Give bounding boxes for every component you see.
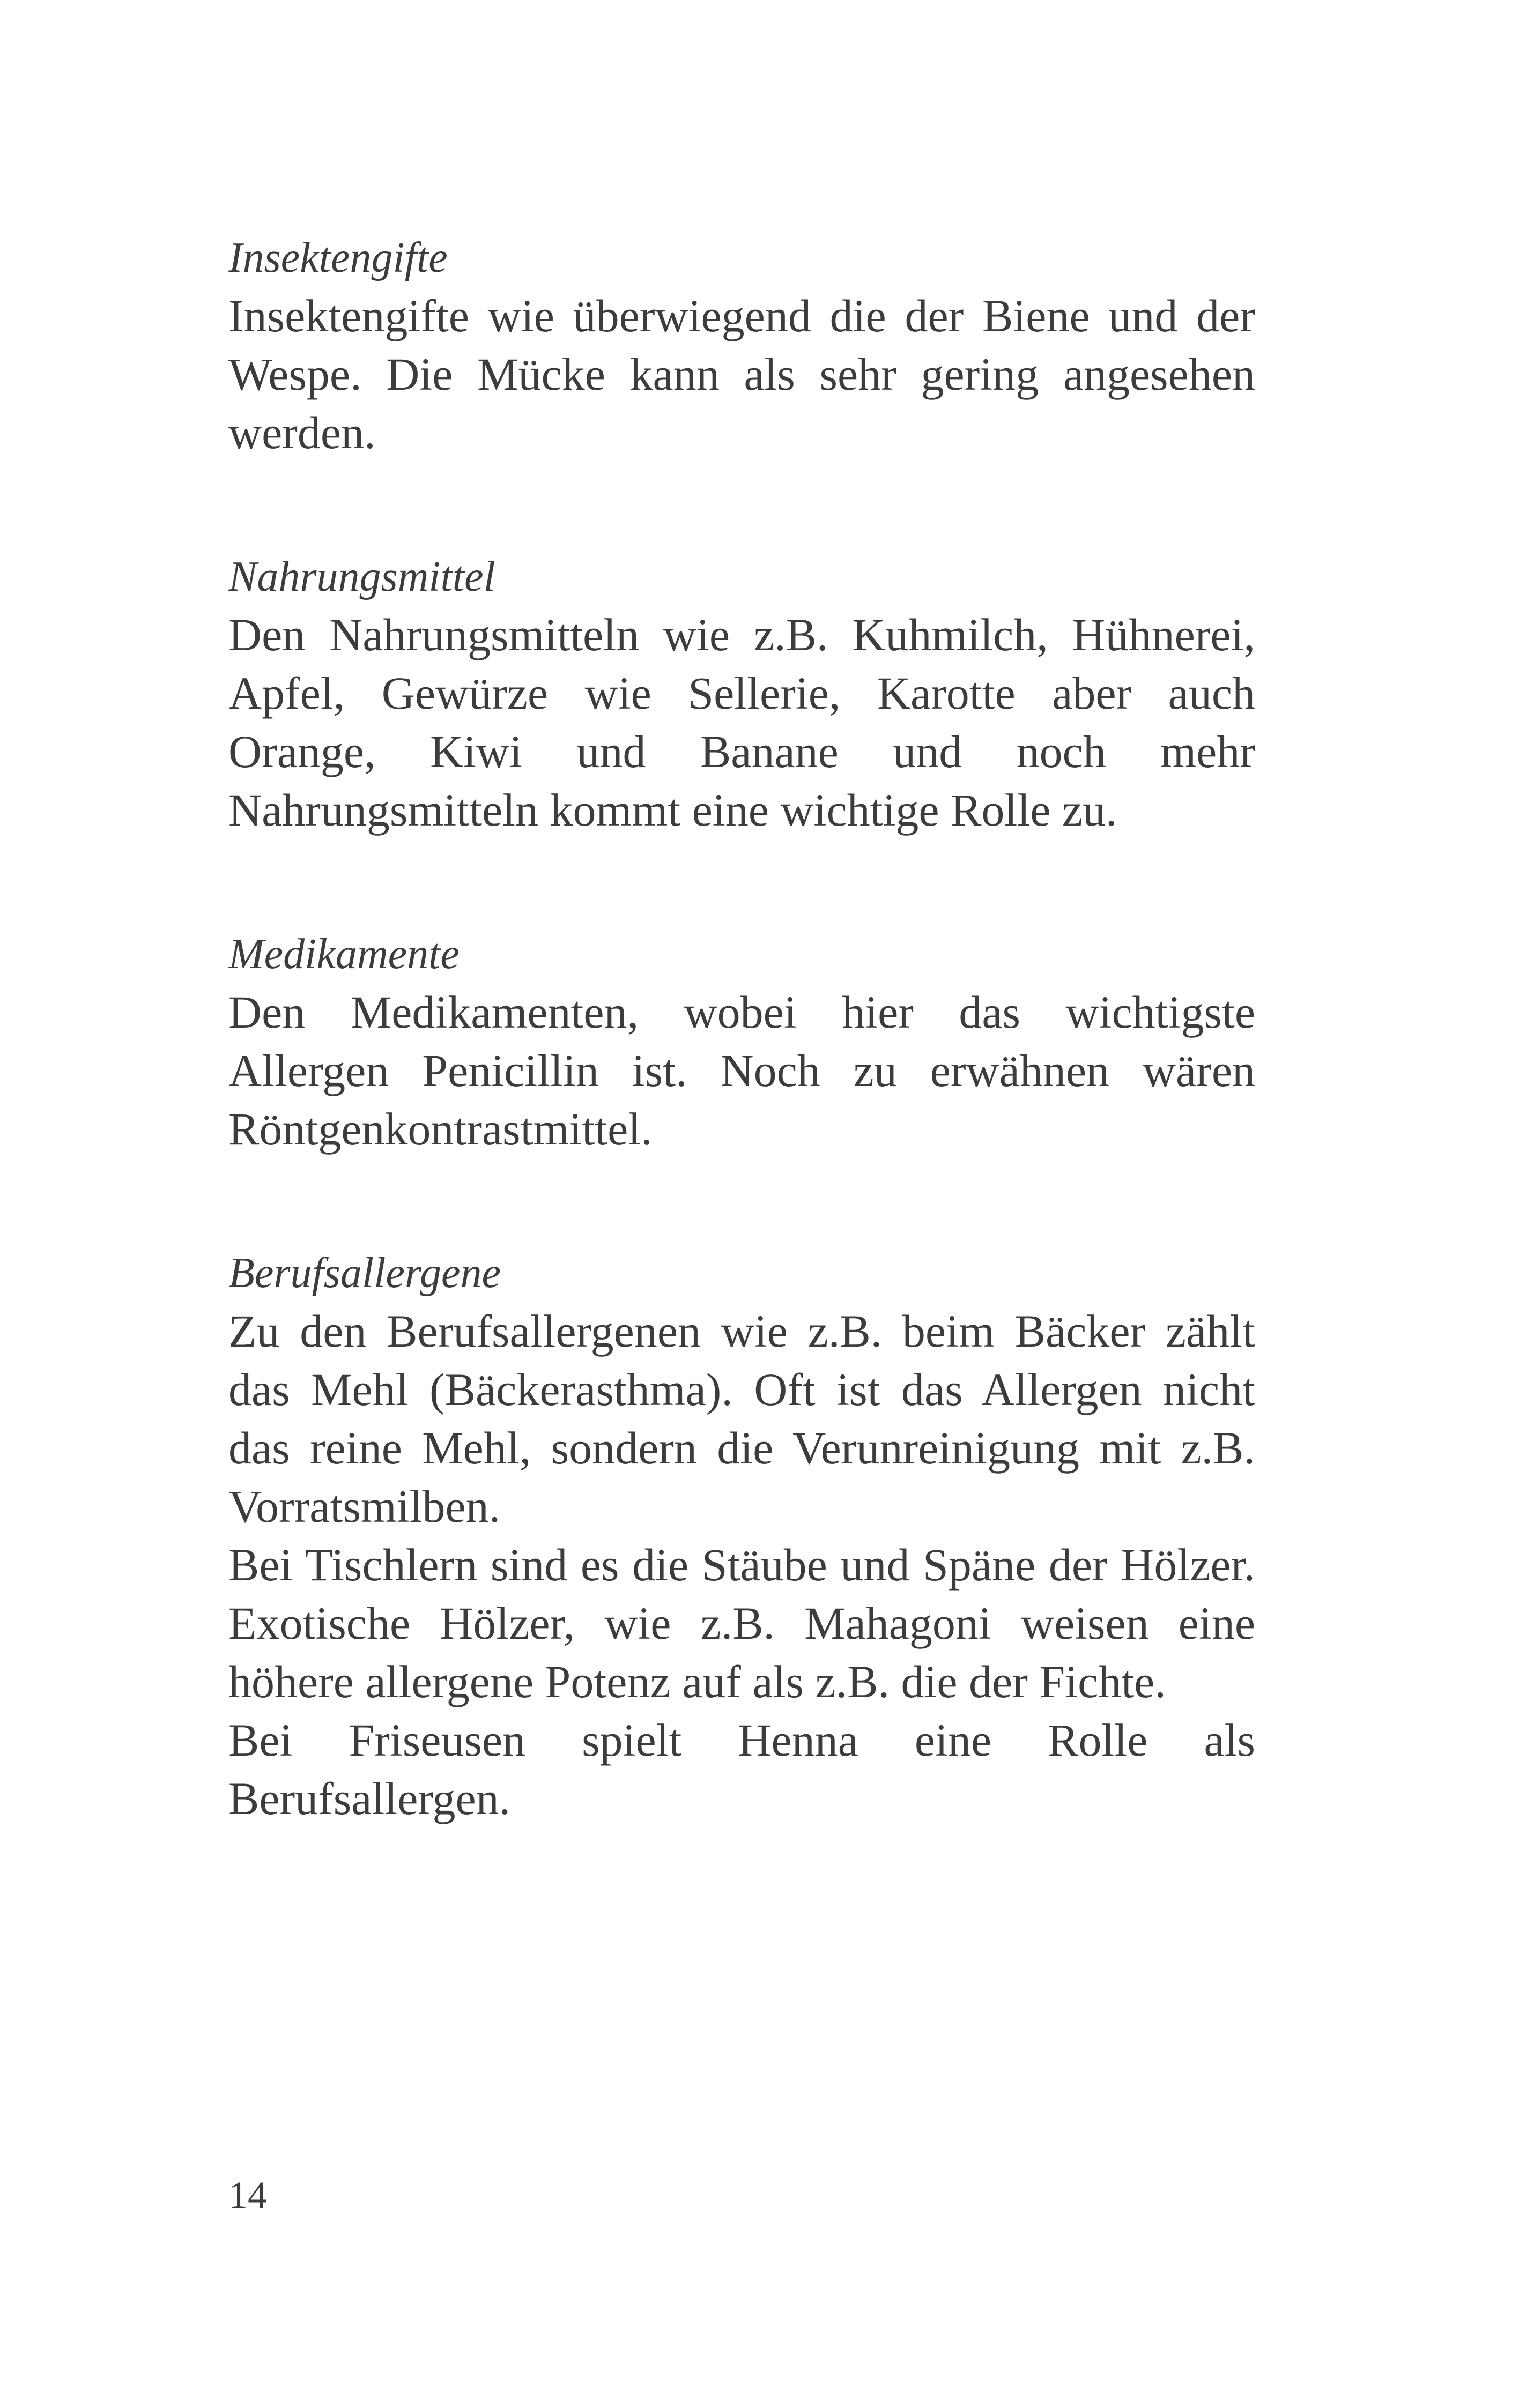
paragraph: Den Medikamenten, wobei hier das wichtigste Allergen Penicillin ist. Noch zu erwähnen wären Röntgenkontrastmittel. — [228, 986, 1255, 1155]
section-heading: Insektengifte — [228, 234, 448, 281]
paragraph: Zu den Berufsallergenen wie z.B. beim Bäcker zählt das Mehl (Bäckerasthma). Oft ist das Allergen nicht das reine Mehl, sondern die Verunreinigung mit z.B. Vorratsmilben. — [228, 1305, 1255, 1532]
paragraph: Bei Friseusen spielt Henna eine Rolle als Berufsallergen. — [228, 1714, 1255, 1824]
section-heading: Nahrungsmittel — [228, 553, 495, 600]
paragraph: Den Nahrungsmitteln wie z.B. Kuhmilch, Hühnerei, Apfel, Gewürze wie Sellerie, Karotte aber auch Orange, Kiwi und Banane und noch mehr Nahrungsmitteln kommt eine wichtige Rolle zu. — [228, 609, 1255, 836]
page-number: 14 — [228, 2174, 267, 2217]
section-heading: Medikamente — [228, 931, 460, 978]
section-insektengifte — [228, 229, 1255, 462]
paragraph: Insektengifte wie überwiegend die der Biene und der Wespe. Die Mücke kann als sehr gering angesehen werden. — [228, 290, 1255, 458]
paragraph: Bei Tischlern sind es die Stäube und Späne der Hölzer. Exotische Hölzer, wie z.B. Mahagoni weisen eine höhere allergene Potenz auf als z.B. die der Fichte. — [228, 1539, 1255, 1707]
section-berufsallergene — [228, 1244, 1255, 1828]
section-nahrungsmittel — [228, 548, 1255, 839]
section-heading: Berufsallergene — [228, 1250, 501, 1297]
page-content — [228, 229, 1255, 1828]
section-medikamente — [228, 925, 1255, 1158]
